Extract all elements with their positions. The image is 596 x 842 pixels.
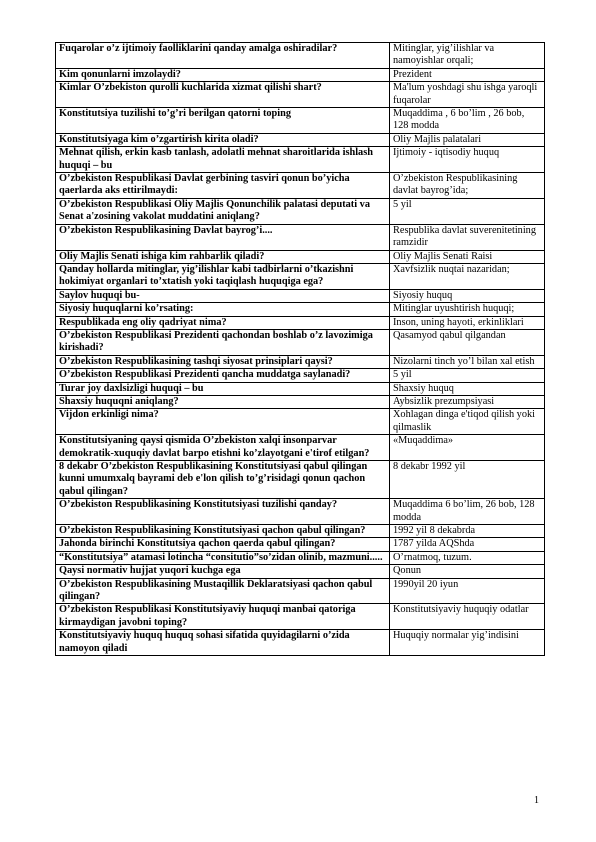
answer-cell: «Muqaddima» — [390, 435, 545, 461]
table-row — [56, 82, 545, 108]
table-row — [56, 578, 545, 604]
answer-cell: 5 yil — [390, 198, 545, 224]
table-row — [56, 551, 545, 564]
table-row — [56, 316, 545, 329]
table-row — [56, 289, 545, 302]
table-row — [56, 329, 545, 355]
answer-cell: Muqaddima 6 bo’lim, 26 bob, 128 modda — [390, 499, 545, 525]
question-cell: Qanday hollarda mitinglar, yig’ilishlar kabi tadbirlarni o’tkazishni hokimiyat organlari to’xtatish yoki taqiqlash huquqiga ega? — [56, 263, 390, 289]
table-row — [56, 147, 545, 173]
table-row — [56, 108, 545, 134]
question-cell: Shaxsiy huquqni aniqlang? — [56, 395, 390, 408]
question-cell: O’zbekiston Respublikasining Davlat bayrog’i.... — [56, 224, 390, 250]
question-cell: O’zbekiston Respublikasi Prezidenti qachondan boshlab o’z lavozimiga kirishadi? — [56, 329, 390, 355]
question-cell: Vijdon erkinligi nima? — [56, 409, 390, 435]
table-row — [56, 263, 545, 289]
question-cell: O’zbekiston Respublikasining tashqi siyosat prinsiplari qaysi? — [56, 355, 390, 368]
question-cell: Kimlar O’zbekiston qurolli kuchlarida xizmat qilishi shart? — [56, 82, 390, 108]
table-row — [56, 173, 545, 199]
answer-cell: 1787 yilda AQShda — [390, 538, 545, 551]
answer-cell: Mitinglar uyushtirish huquqi; — [390, 303, 545, 316]
answer-cell: Muqaddima , 6 bo’lim , 26 bob, 128 modda — [390, 108, 545, 134]
table-row — [56, 435, 545, 461]
table-row — [56, 461, 545, 499]
table-row — [56, 382, 545, 395]
table-row — [56, 538, 545, 551]
question-cell: O’zbekiston Respublikasi Prezidenti qancha muddatga saylanadi? — [56, 369, 390, 382]
answer-cell: Qonun — [390, 565, 545, 578]
question-cell: Qaysi normativ hujjat yuqori kuchga ega — [56, 565, 390, 578]
question-cell: Konstitutsiyaga kim o’zgartirish kirita oladi? — [56, 133, 390, 146]
table-row — [56, 355, 545, 368]
question-cell: Kim qonunlarni imzolaydi? — [56, 68, 390, 81]
answer-cell: Oliy Majlis Senati Raisi — [390, 250, 545, 263]
table-row — [56, 68, 545, 81]
table-row — [56, 499, 545, 525]
question-cell: Fuqarolar o’z ijtimoiy faolliklarini qanday amalga oshiradilar? — [56, 43, 390, 69]
answer-cell: O’rnatmoq, tuzum. — [390, 551, 545, 564]
question-cell: O’zbekiston Respublikasining Mustaqillik Deklaratsiyasi qachon qabul qilingan? — [56, 578, 390, 604]
answer-cell: Shaxsiy huquq — [390, 382, 545, 395]
table-row — [56, 224, 545, 250]
answer-cell: Inson, uning hayoti, erkinliklari — [390, 316, 545, 329]
answer-cell: Xavfsizlik nuqtai nazaridan; — [390, 263, 545, 289]
table-row — [56, 369, 545, 382]
answer-cell: Huquqiy normalar yig’indisini — [390, 630, 545, 656]
answer-cell: Ijtimoiy - iqtisodiy huquq — [390, 147, 545, 173]
question-cell: Konstitutsiya tuzilishi to’g’ri berilgan qatorni toping — [56, 108, 390, 134]
table-row — [56, 250, 545, 263]
answer-cell: Ma'lum yoshdagi shu ishga yaroqli fuqarolar — [390, 82, 545, 108]
question-cell: “Konstitutsiya” atamasi lotincha “consitutio”so’zidan olinib, mazmuni..... — [56, 551, 390, 564]
answer-cell: Prezident — [390, 68, 545, 81]
answer-cell: 1992 yil 8 dekabrda — [390, 525, 545, 538]
question-cell: O’zbekiston Respublikasining Konstitutsiyasi tuzilishi qanday? — [56, 499, 390, 525]
question-cell: 8 dekabr O’zbekiston Respublikasining Konstitutsiyasi qabul qilingan kunni umumxalq bayrami deb e'lon qilish to’g’risidagi qonun qachon qabul qilingan? — [56, 461, 390, 499]
question-cell: O’zbekiston Respublikasi Oliy Majlis Qonunchilik palatasi deputati va Senat a'zosining vakolat muddatini aniqlang? — [56, 198, 390, 224]
answer-cell: Konstitutsiyaviy huquqiy odatlar — [390, 604, 545, 630]
answer-cell: Oliy Majlis palatalari — [390, 133, 545, 146]
question-cell: Siyosiy huquqlarni ko’rsating: — [56, 303, 390, 316]
table-row — [56, 525, 545, 538]
question-cell: Konstitutsiyaviy huquq huquq sohasi sifatida quyidagilarni o’zida namoyon qiladi — [56, 630, 390, 656]
answer-cell: Respublika davlat suverenitetining ramzidir — [390, 224, 545, 250]
page-number: 1 — [534, 795, 539, 806]
question-cell: Konstitutsiyaning qaysi qismida O’zbekiston xalqi insonparvar demokratik-xuquqiy davlat barpo etishni ko’zlayotgani e'tirof etilgan? — [56, 435, 390, 461]
answer-cell: O’zbekiston Respublikasining davlat bayrog’ida; — [390, 173, 545, 199]
table-row — [56, 565, 545, 578]
table-row — [56, 198, 545, 224]
answer-cell: Siyosiy huquq — [390, 289, 545, 302]
question-cell: O’zbekiston Respublikasi Konstitutsiyaviy huquqi manbai qatoriga kirmaydigan javobni toping? — [56, 604, 390, 630]
question-cell: Saylov huquqi bu- — [56, 289, 390, 302]
table-row — [56, 133, 545, 146]
question-cell: Oliy Majlis Senati ishiga kim rahbarlik qiladi? — [56, 250, 390, 263]
question-cell: Jahonda birinchi Konstitutsiya qachon qaerda qabul qilingan? — [56, 538, 390, 551]
table-row — [56, 604, 545, 630]
question-cell: Respublikada eng oliy qadriyat nima? — [56, 316, 390, 329]
table-row — [56, 630, 545, 656]
question-cell: Mehnat qilish, erkin kasb tanlash, adolatli mehnat sharoitlarida ishlash huquqi – bu — [56, 147, 390, 173]
answer-cell: 8 dekabr 1992 yil — [390, 461, 545, 499]
answer-cell: Aybsizlik prezumpsiyasi — [390, 395, 545, 408]
table-row — [56, 409, 545, 435]
answer-cell: 1990yil 20 iyun — [390, 578, 545, 604]
question-cell: Turar joy daxlsizligi huquqi – bu — [56, 382, 390, 395]
table-row — [56, 395, 545, 408]
qa-table — [55, 42, 545, 656]
answer-cell: Mitinglar, yig’ilishlar va namoyishlar orqali; — [390, 43, 545, 69]
answer-cell: Xohlagan dinga e'tiqod qilish yoki qilmaslik — [390, 409, 545, 435]
question-cell: O’zbekiston Respublikasi Davlat gerbining tasviri qonun bo’yicha qaerlarda aks ettirilmaydi: — [56, 173, 390, 199]
answer-cell: 5 yil — [390, 369, 545, 382]
answer-cell: Qasamyod qabul qilgandan — [390, 329, 545, 355]
qa-table-body — [56, 43, 545, 656]
answer-cell: Nizolarni tinch yo’l bilan xal etish — [390, 355, 545, 368]
question-cell: O’zbekiston Respublikasining Konstitutsiyasi qachon qabul qilingan? — [56, 525, 390, 538]
table-row — [56, 303, 545, 316]
table-row — [56, 43, 545, 69]
